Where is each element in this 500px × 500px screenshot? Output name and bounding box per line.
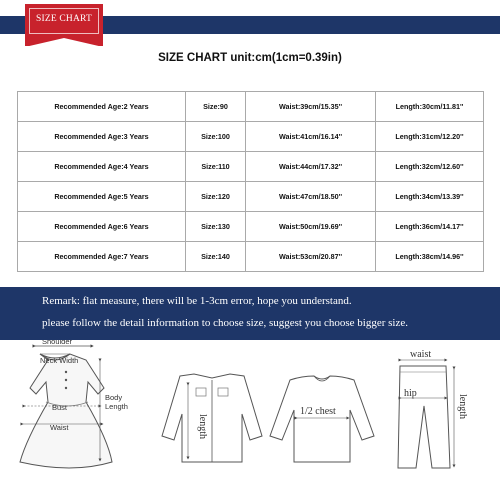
waist-cell: Waist:44cm/17.32'' xyxy=(246,152,376,182)
ribbon-label: SIZE CHART xyxy=(35,14,93,24)
waist-cell: Waist:41cm/16.14'' xyxy=(246,122,376,152)
length-cell: Length:32cm/12.60'' xyxy=(376,152,484,182)
remark-line-1: Remark: flat measure, there will be 1-3cm error, hope you understand. xyxy=(42,295,352,307)
age-cell: Recommended Age:7 Years xyxy=(18,242,186,272)
dress-neck-width-label: Neck Width xyxy=(40,356,79,365)
sweater-diagram xyxy=(270,376,374,462)
pants-diagram xyxy=(398,349,468,468)
age-cell: Recommended Age:3 Years xyxy=(18,122,186,152)
measurement-diagrams xyxy=(0,340,500,500)
waist-cell: Waist:47cm/18.50'' xyxy=(246,182,376,212)
shirt-length-label: length xyxy=(197,414,208,439)
age-cell: Recommended Age:4 Years xyxy=(18,152,186,182)
pants-hip-label: hip xyxy=(404,388,417,399)
waist-cell: Waist:53cm/20.87'' xyxy=(246,242,376,272)
dress-shoulder-label: Shoulder xyxy=(42,340,73,346)
age-cell: Recommended Age:5 Years xyxy=(18,182,186,212)
size-cell: Size:140 xyxy=(186,242,246,272)
waist-cell: Waist:39cm/15.35'' xyxy=(246,92,376,122)
pants-length-label: length xyxy=(457,394,468,419)
length-cell: Length:30cm/11.81'' xyxy=(376,92,484,122)
table-row xyxy=(18,122,484,152)
age-cell: Recommended Age:6 Years xyxy=(18,212,186,242)
dress-length-label: Length xyxy=(105,402,128,411)
table-row xyxy=(18,152,484,182)
diagrams-svg xyxy=(0,340,500,500)
table-row xyxy=(18,182,484,212)
sweater-chest-label: 1/2 chest xyxy=(300,406,336,417)
table-row xyxy=(18,242,484,272)
length-cell: Length:31cm/12.20'' xyxy=(376,122,484,152)
length-cell: Length:36cm/14.17'' xyxy=(376,212,484,242)
dress-diagram xyxy=(20,340,128,468)
dress-bust-label: Bust xyxy=(52,403,68,412)
age-cell: Recommended Age:2 Years xyxy=(18,92,186,122)
size-cell: Size:90 xyxy=(186,92,246,122)
table-row xyxy=(18,212,484,242)
sweater-outline xyxy=(270,376,374,462)
waist-cell: Waist:50cm/19.69'' xyxy=(246,212,376,242)
size-cell: Size:130 xyxy=(186,212,246,242)
pants-waist-label: waist xyxy=(410,349,432,360)
size-chart-ribbon-badge xyxy=(25,4,103,46)
size-cell: Size:110 xyxy=(186,152,246,182)
length-cell: Length:38cm/14.96'' xyxy=(376,242,484,272)
dress-body-label: Body xyxy=(105,393,123,402)
pants-outline xyxy=(398,366,450,468)
shirt-diagram xyxy=(162,374,262,462)
size-cell: Size:100 xyxy=(186,122,246,152)
size-cell: Size:120 xyxy=(186,182,246,212)
remark-banner xyxy=(0,287,500,340)
length-cell: Length:34cm/13.39'' xyxy=(376,182,484,212)
table-row xyxy=(18,92,484,122)
remark-line-2: please follow the detail information to choose size, suggest you choose bigger size. xyxy=(42,317,408,329)
dress-waist-label: Waist xyxy=(50,423,69,432)
size-table xyxy=(17,91,484,272)
size-chart-title: SIZE CHART unit:cm(1cm=0.39in) xyxy=(158,52,342,64)
